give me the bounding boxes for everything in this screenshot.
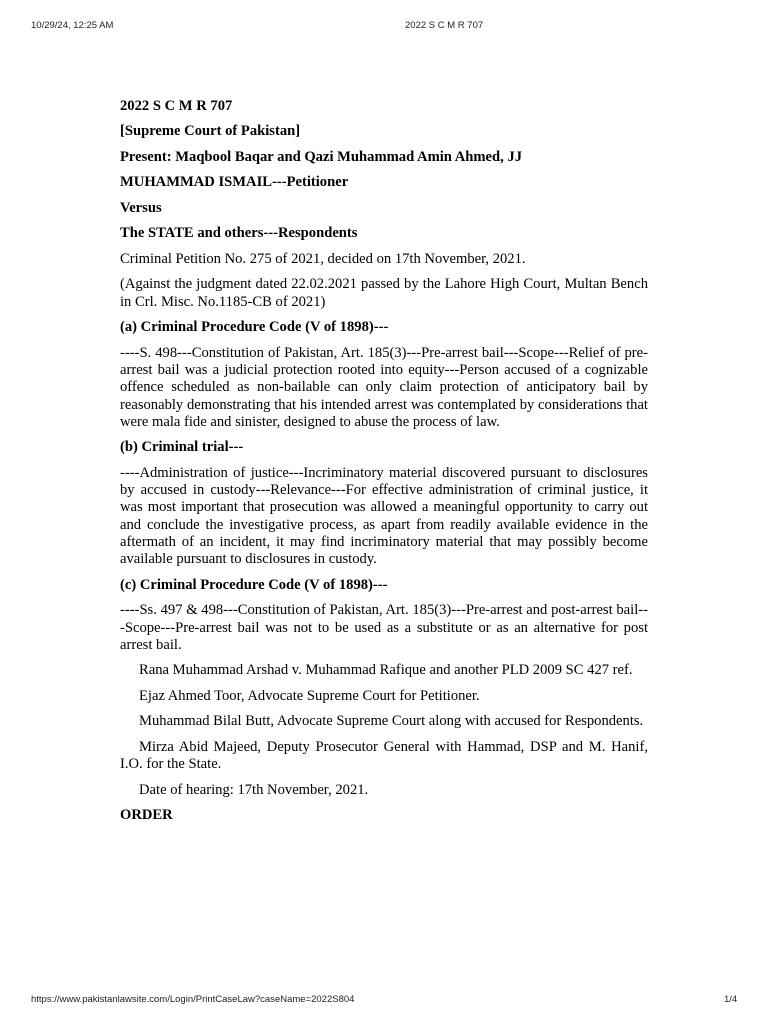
heading-a: (a) Criminal Procedure Code (V of 1898)--- [120, 319, 389, 336]
order-heading: ORDER [120, 807, 173, 824]
heading-c: (c) Criminal Procedure Code (V of 1898)--- [120, 576, 388, 593]
hearing-date: Date of hearing: 17th November, 2021. [139, 781, 369, 798]
headnote-a: ----S. 498---Constitution of Pakistan, Art. 185(3)---Pre-arrest bail---Scope---Relief of pre-arrest bail was a judicial protection rooted into equity---Person accused of a cognizable offence scheduled as non-bailable can only claim protection of anticipatory bail by reasonably demonstrating that his intended arrest was contemplated by considerations that were mala fide and sinister, designed to abuse the process of law. [120, 344, 648, 430]
print-footer-page: 1/4 [724, 994, 738, 1005]
print-header-datetime: 10/29/24, 12:25 AM [31, 20, 114, 31]
respondents: The STATE and others---Respondents [120, 225, 358, 242]
print-footer-url: https://www.pakistanlawsite.com/Login/PrintCaseLaw?caseName=2022S804 [31, 994, 355, 1005]
court-name: [Supreme Court of Pakistan] [120, 123, 301, 140]
against-judgment: (Against the judgment dated 22.02.2021 passed by the Lahore High Court, Multan Bench in Crl. Misc. No.1185-CB of 2021) [120, 276, 648, 310]
versus: Versus [120, 199, 162, 216]
heading-b: (b) Criminal trial--- [120, 439, 244, 456]
citation: 2022 S C M R 707 [120, 98, 233, 114]
headnote-b: ----Administration of justice---Incriminatory material discovered pursuant to disclosures by accused in custody---Relevance---For effective administration of criminal justice, it was most important that prosecution was allowed a meaningful opportunity to carry out and conclude the investigative process, as apart from readily available evidence in the aftermath of an incident, it may find incriminatory material that may possibly become available pursuant to disclosures in custody. [120, 464, 648, 568]
headnote-c: ----Ss. 497 & 498---Constitution of Pakistan, Art. 185(3)---Pre-arrest and post-arrest bail---Scope---Pre-arrest bail was not to be used as a substitute or as an alternative for post arrest bail. [120, 602, 648, 653]
petition-info: Criminal Petition No. 275 of 2021, decided on 17th November, 2021. [120, 250, 526, 267]
counsel-respondents: Muhammad Bilal Butt, Advocate Supreme Court along with accused for Respondents. [139, 713, 644, 730]
document-content [120, 98, 648, 833]
print-header-title: 2022 S C M R 707 [405, 20, 484, 31]
bench-present: Present: Maqbool Baqar and Qazi Muhammad Amin Ahmed, JJ [120, 148, 523, 165]
counsel-petitioner: Ejaz Ahmed Toor, Advocate Supreme Court for Petitioner. [139, 687, 480, 704]
prosecutor: Mirza Abid Majeed, Deputy Prosecutor General with Hammad, DSP and M. Hanif, I.O. for the State. [120, 738, 648, 773]
case-reference: Rana Muhammad Arshad v. Muhammad Rafique and another PLD 2009 SC 427 ref. [139, 662, 633, 679]
petitioner: MUHAMMAD ISMAIL---Petitioner [120, 174, 349, 191]
